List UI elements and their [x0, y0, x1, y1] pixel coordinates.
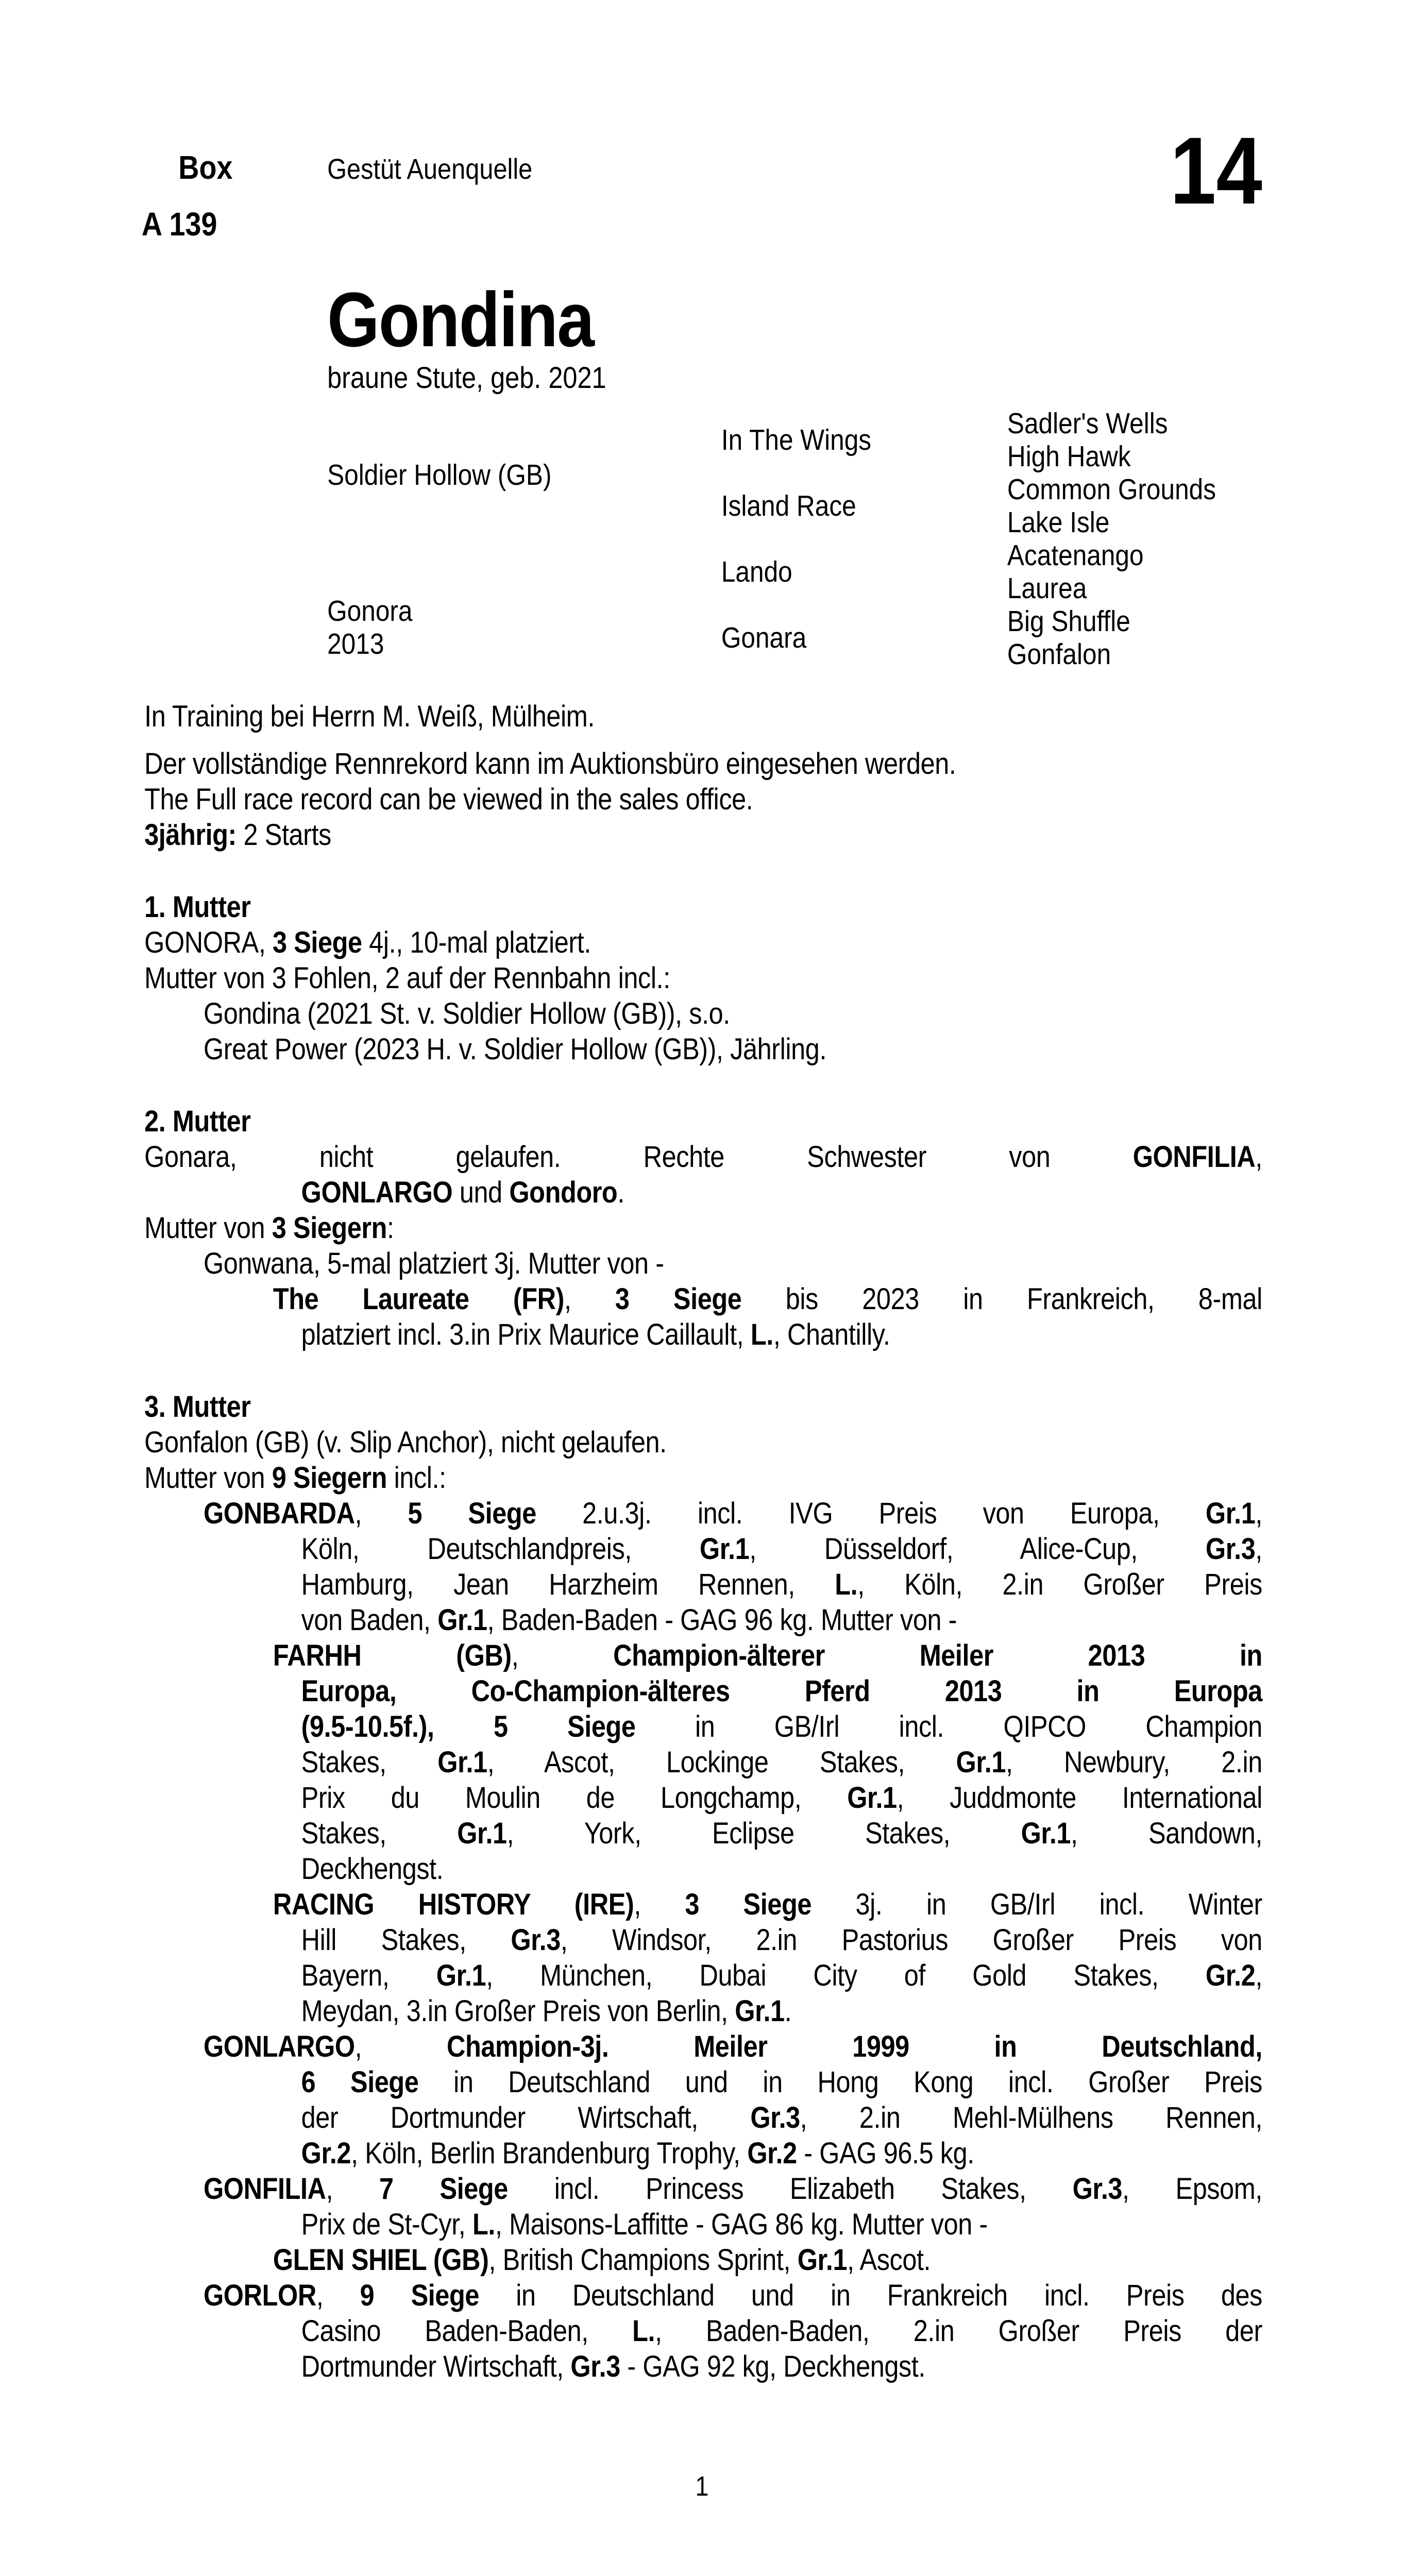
section-title: 3. Mutter	[144, 1390, 251, 1423]
bold-text-segment: 5 Siege	[408, 1497, 536, 1530]
catalog-line	[144, 2064, 1262, 2100]
bold-text-segment: Gr.1	[735, 1994, 785, 2028]
catalog-line	[144, 1816, 1262, 1851]
bold-text-segment: L.	[750, 1318, 773, 1351]
text-segment: , Maisons-Laffitte - GAG 86 kg. Mutter von -	[495, 2208, 988, 2241]
text-segment: Stakes,	[301, 1817, 458, 1850]
bold-text-segment: Gr.2	[747, 2137, 797, 2170]
pedigree-name: Island Race	[721, 489, 856, 522]
text-segment: , York, Eclipse Stakes,	[506, 1817, 1021, 1850]
pedigree-name: Gonora	[327, 595, 413, 628]
catalog-line	[144, 2242, 1262, 2278]
text-segment: ,	[316, 2279, 360, 2312]
bold-text-segment: FARHH (GB)	[273, 1639, 512, 1672]
text-segment: , British Champions Sprint,	[488, 2243, 798, 2277]
catalog-line	[144, 1281, 1262, 1317]
bold-text-segment: Gr.1	[437, 1603, 487, 1637]
catalog-line	[144, 1246, 1262, 1281]
text-segment: ,	[1255, 1140, 1262, 1174]
catalog-line	[144, 1744, 1262, 1780]
text-segment: ,	[354, 1497, 408, 1530]
catalog-line	[144, 960, 1262, 996]
bold-text-segment: Gr.1	[956, 1745, 1006, 1779]
pedigree-name: Sadler's Wells	[1007, 407, 1168, 440]
catalog-line	[144, 1317, 1262, 1352]
pedigree-gen1-sire	[327, 459, 551, 492]
training-note: In Training bei Herrn M. Weiß, Mülheim.	[144, 700, 595, 733]
text-segment: in GB/Irl incl. QIPCO Champion	[635, 1710, 1262, 1743]
text-segment: Gonfalon (GB) (v. Slip Anchor), nicht gelaufen.	[144, 1426, 667, 1459]
bold-text-segment: Champion-älterer Meiler 2013 in	[613, 1639, 1262, 1672]
mare-section	[144, 1389, 1262, 2384]
catalog-line	[144, 1496, 1262, 1531]
catalog-line	[144, 1922, 1262, 1958]
text-segment: ,	[1255, 1959, 1262, 1992]
catalog-line	[144, 1673, 1262, 1709]
pedigree-name: Gonfalon	[1007, 638, 1111, 671]
record-note-en: The Full race record can be viewed in the sales office.	[144, 783, 753, 816]
pedigree-name: Acatenango	[1007, 539, 1144, 572]
text-segment: Gonara, nicht gelaufen. Rechte Schwester von	[144, 1140, 1133, 1174]
text-segment: ,	[1255, 1497, 1262, 1530]
text-segment: in Deutschland und in Frankreich incl. Preis des	[479, 2279, 1262, 2312]
bold-text-segment: GORLOR	[203, 2279, 316, 2312]
text-segment: , Windsor, 2.in Pastorius Großer Preis von	[560, 1923, 1262, 1957]
catalog-line	[144, 1851, 1262, 1887]
pedigree-name: Gonara	[721, 621, 807, 654]
text-segment: Great Power (2023 H. v. Soldier Hollow (GB)), Jährling.	[203, 1032, 827, 1066]
catalog-line	[144, 2349, 1262, 2384]
text-segment: und	[452, 1176, 510, 1209]
starts-line	[144, 817, 1262, 853]
text-segment: ,	[326, 2172, 380, 2206]
bold-text-segment: Champion-3j. Meiler 1999 in Deutschland,	[447, 2030, 1262, 2063]
text-segment: - GAG 96.5 kg.	[797, 2137, 974, 2170]
text-segment: Bayern,	[301, 1959, 436, 1992]
text-segment: Stakes,	[301, 1745, 438, 1779]
bold-text-segment: GLEN SHIEL (GB)	[273, 2243, 489, 2277]
bold-text-segment: 3jährig:	[144, 818, 236, 852]
catalog-line	[144, 1993, 1262, 2029]
text-segment: , Köln, Berlin Brandenburg Trophy,	[351, 2137, 748, 2170]
bold-text-segment: 3 Siege	[272, 926, 362, 959]
catalog-line	[144, 1780, 1262, 1816]
text-segment: Gondina (2021 St. v. Soldier Hollow (GB)), s.o.	[203, 997, 730, 1030]
pedigree-table	[0, 403, 1404, 681]
text-segment: , Ascot.	[847, 2243, 931, 2277]
pedigree-name: Soldier Hollow (GB)	[327, 459, 552, 492]
bold-text-segment: 3 Siege	[685, 1888, 811, 1921]
text-segment: bis 2023 in Frankreich, 8-mal	[741, 1282, 1262, 1316]
box-label: Box	[178, 149, 233, 186]
horse-description: braune Stute, geb. 2021	[327, 361, 606, 395]
text-segment: 4j., 10-mal platziert.	[362, 926, 591, 959]
text-segment: , Baden-Baden - GAG 96 kg. Mutter von -	[487, 1603, 957, 1637]
text-segment: Köln, Deutschlandpreis,	[301, 1532, 700, 1566]
bold-text-segment: GONBARDA	[203, 1497, 355, 1530]
text-segment: Hill Stakes,	[301, 1923, 511, 1957]
text-segment: Mutter von	[144, 1211, 272, 1245]
text-segment: , 2.in Mehl-Mülhens Rennen,	[800, 2101, 1262, 2134]
pedigree-name: 2013	[327, 628, 384, 660]
text-segment: :	[387, 1211, 394, 1245]
text-segment: , München, Dubai City of Gold Stakes,	[486, 1959, 1206, 1992]
text-segment: Mutter von	[144, 1461, 272, 1495]
mare-section	[144, 889, 1262, 1067]
text-segment: .	[784, 1994, 792, 2028]
catalog-line	[144, 2100, 1262, 2136]
bold-text-segment: GONFILIA	[1132, 1140, 1256, 1174]
text-segment: Hamburg, Jean Harzheim Rennen,	[301, 1568, 835, 1601]
bold-text-segment: Gr.3	[511, 1923, 561, 1957]
text-body	[144, 699, 1262, 2384]
text-segment: , Ascot, Lockinge Stakes,	[487, 1745, 956, 1779]
bold-text-segment: 3 Siegern	[272, 1211, 387, 1245]
text-segment: in Deutschland und in Hong Kong incl. Großer Preis	[418, 2065, 1262, 2099]
pedigree-name: Laurea	[1007, 572, 1087, 605]
text-segment: Prix du Moulin de Longchamp,	[301, 1781, 848, 1815]
catalog-line	[144, 2278, 1262, 2313]
catalog-line	[144, 1031, 1262, 1067]
text-segment: , Baden-Baden, 2.in Großer Preis der	[655, 2314, 1262, 2348]
bold-text-segment: Gr.2	[301, 2137, 351, 2170]
catalog-line	[144, 1460, 1262, 1496]
text-segment: Meydan, 3.in Großer Preis von Berlin,	[301, 1994, 735, 2028]
catalog-line	[144, 1567, 1262, 1602]
bold-text-segment: The Laureate (FR)	[273, 1282, 564, 1316]
catalog-line	[144, 1602, 1262, 1638]
bold-text-segment: Gr.1	[797, 2243, 848, 2277]
text-segment: 3j. in GB/Irl incl. Winter	[811, 1888, 1262, 1921]
bold-text-segment: Gr.1	[437, 1745, 487, 1779]
bold-text-segment: Europa, Co-Champion-älteres Pferd 2013 in Europa	[301, 1674, 1262, 1708]
catalog-line	[144, 2313, 1262, 2349]
catalog-line	[144, 2171, 1262, 2207]
catalog-line	[144, 1709, 1262, 1744]
bold-text-segment: L.	[632, 2314, 655, 2348]
catalog-line	[144, 1210, 1262, 1246]
bold-text-segment: Gr.1	[436, 1959, 486, 1992]
consignor-name: Gestüt Auenquelle	[327, 152, 533, 185]
pedigree-name: High Hawk	[1007, 440, 1131, 473]
text-segment: , Chantilly.	[773, 1318, 890, 1351]
text-segment: - GAG 92 kg, Deckhengst.	[620, 2350, 925, 2383]
bold-text-segment: 3 Siege	[615, 1282, 742, 1316]
text-segment: von Baden,	[301, 1603, 438, 1637]
bold-text-segment: Gr.3	[570, 2350, 620, 2383]
bold-text-segment: 6 Siege	[301, 2065, 419, 2099]
text-segment: GONORA,	[144, 926, 273, 959]
bold-text-segment: GONLARGO	[301, 1176, 453, 1209]
text-segment: incl. Princess Elizabeth Stakes,	[508, 2172, 1073, 2206]
text-segment: , Juddmonte International	[896, 1781, 1262, 1815]
horse-name: Gondina	[327, 276, 594, 363]
pedigree-name: Lake Isle	[1007, 506, 1110, 539]
text-segment: ,	[511, 1639, 614, 1672]
text-segment: Dortmunder Wirtschaft,	[301, 2350, 571, 2383]
bold-text-segment: 7 Siege	[379, 2172, 508, 2206]
page-number: 1	[695, 2471, 709, 2502]
bold-text-segment: Gr.1	[699, 1532, 750, 1566]
catalog-line	[144, 1958, 1262, 1993]
text-segment: 2.u.3j. incl. IVG Preis von Europa,	[536, 1497, 1206, 1530]
race-record-note	[144, 746, 1262, 853]
bold-text-segment: Gr.2	[1205, 1959, 1256, 1992]
bold-text-segment: Gr.1	[457, 1817, 507, 1850]
sections-container	[144, 889, 1262, 2384]
pedigree-name: Lando	[721, 555, 792, 588]
catalog-line	[144, 1175, 1262, 1210]
catalog-line	[144, 925, 1262, 960]
bold-text-segment: GONLARGO	[203, 2030, 355, 2063]
text-segment: Gonwana, 5-mal platziert 3j. Mutter von -	[203, 1247, 664, 1280]
pedigree-name: Big Shuffle	[1007, 605, 1130, 638]
text-segment: 2 Starts	[236, 818, 331, 852]
text-segment: ,	[634, 1888, 685, 1921]
text-segment: incl.:	[387, 1461, 446, 1495]
catalog-line	[144, 2136, 1262, 2171]
text-segment: Prix de St-Cyr,	[301, 2208, 472, 2241]
section-title: 2. Mutter	[144, 1105, 251, 1138]
bold-text-segment: Gr.1	[1205, 1497, 1256, 1530]
text-segment: ,	[564, 1282, 615, 1316]
bold-text-segment: Gr.3	[1205, 1532, 1256, 1566]
text-segment: Deckhengst.	[301, 1852, 444, 1886]
bold-text-segment: RACING HISTORY (IRE)	[273, 1888, 634, 1921]
catalog-line	[144, 1425, 1262, 1460]
catalog-line	[144, 2207, 1262, 2242]
bold-text-segment: Gr.1	[1021, 1817, 1071, 1850]
catalog-line	[144, 1139, 1262, 1175]
text-segment: .	[617, 1176, 624, 1209]
pedigree-name: In The Wings	[721, 423, 872, 456]
bold-text-segment: Gr.3	[1072, 2172, 1123, 2206]
record-note-de: Der vollständige Rennrekord kann im Auktionsbüro eingesehen werden.	[144, 747, 956, 781]
lot-number: 14	[1170, 118, 1262, 224]
bold-text-segment: Gr.3	[750, 2101, 800, 2134]
bold-text-segment: (9.5-10.5f.), 5 Siege	[301, 1710, 636, 1743]
text-segment: , Düsseldorf, Alice-Cup,	[749, 1532, 1206, 1566]
catalog-line	[144, 2029, 1262, 2064]
text-segment: Mutter von 3 Fohlen, 2 auf der Rennbahn incl.:	[144, 961, 670, 995]
text-segment: der Dortmunder Wirtschaft,	[301, 2101, 751, 2134]
catalog-line	[144, 1887, 1262, 1922]
bold-text-segment: 9 Siege	[360, 2279, 480, 2312]
catalog-line	[144, 1638, 1262, 1673]
bold-text-segment: L.	[835, 1568, 858, 1601]
text-segment: , Sandown,	[1071, 1817, 1262, 1850]
pedigree-gen1-dam	[327, 595, 412, 660]
pedigree-name: Common Grounds	[1007, 473, 1216, 506]
bold-text-segment: 9 Siegern	[272, 1461, 387, 1495]
mare-section	[144, 1104, 1262, 1352]
text-segment: , Newbury, 2.in	[1005, 1745, 1262, 1779]
text-segment: , Epsom,	[1122, 2172, 1262, 2206]
text-segment: ,	[1255, 1532, 1262, 1566]
box-code: A 139	[141, 206, 217, 243]
bold-text-segment: GONFILIA	[203, 2172, 326, 2206]
text-segment: platziert incl. 3.in Prix Maurice Caillault,	[301, 1318, 751, 1351]
bold-text-segment: Gr.1	[847, 1781, 897, 1815]
catalog-line	[144, 1531, 1262, 1567]
bold-text-segment: Gondoro	[509, 1176, 618, 1209]
text-segment: Casino Baden-Baden,	[301, 2314, 633, 2348]
text-segment: ,	[354, 2030, 447, 2063]
section-title: 1. Mutter	[144, 890, 251, 924]
bold-text-segment: L.	[472, 2208, 495, 2241]
text-segment: , Köln, 2.in Großer Preis	[857, 1568, 1262, 1601]
catalog-line	[144, 996, 1262, 1031]
